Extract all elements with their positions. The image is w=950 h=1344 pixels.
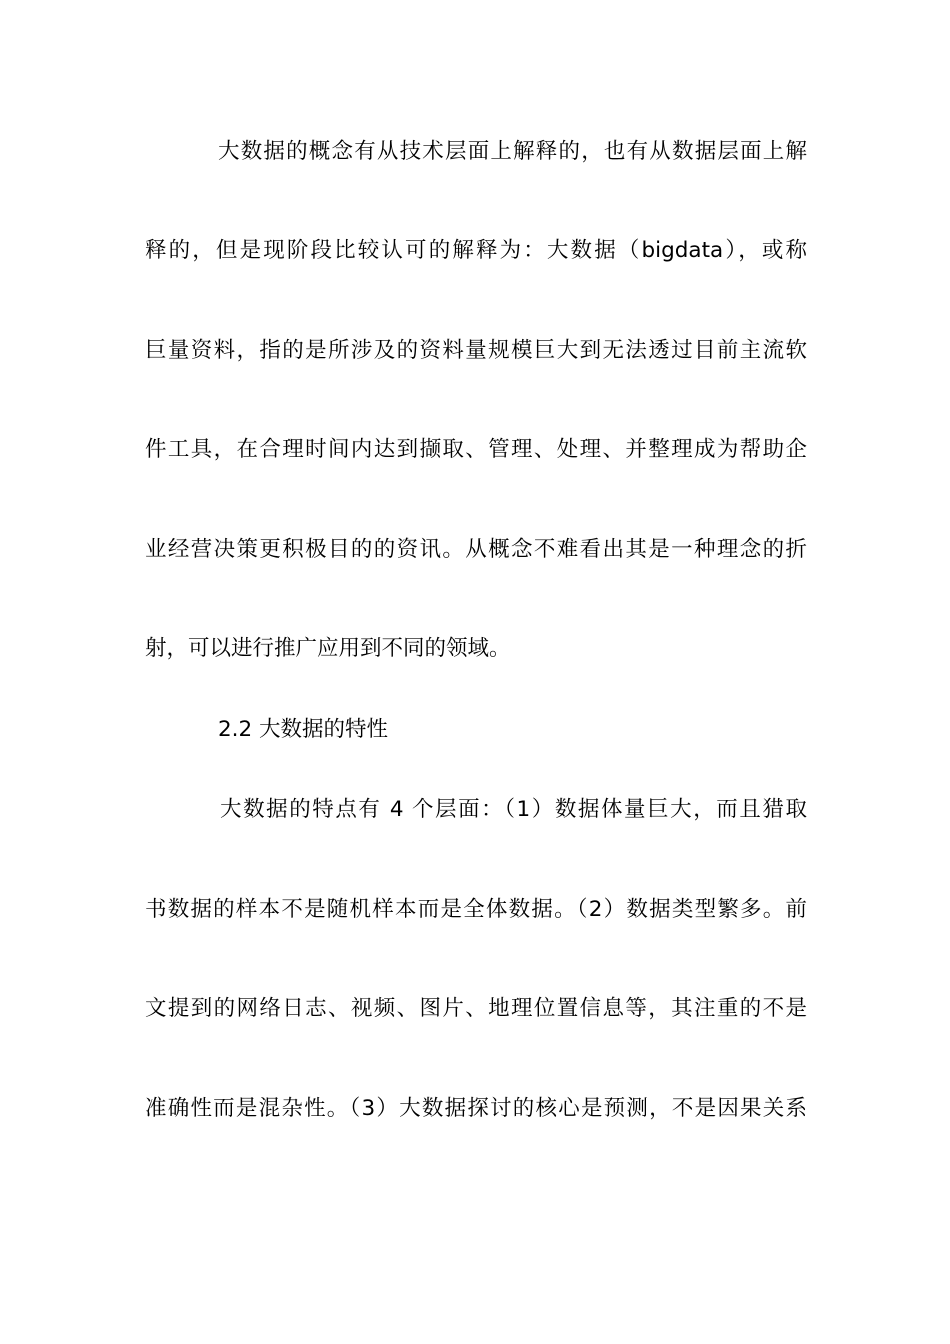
paragraph2-line-4: 准确性而是混杂性。（3）大数据探讨的核心是预测，不是因果关系 (145, 1096, 807, 1121)
paragraph1-line-2: 释的，但是现阶段比较认可的解释为：大数据（bigdata），或称 (145, 238, 807, 263)
paragraph1-line-5: 业经营决策更积极目的的资讯。从概念不难看出其是一种理念的折 (145, 537, 807, 562)
paragraph2-line-2: 书数据的样本不是随机样本而是全体数据。（2）数据类型繁多。前 (145, 897, 807, 922)
paragraph1-line-3: 巨量资料，指的是所涉及的资料量规模巨大到无法透过目前主流软 (145, 338, 807, 363)
paragraph2-line-3: 文提到的网络日志、视频、图片、地理位置信息等，其注重的不是 (145, 996, 807, 1021)
paragraph2-line-1: 大数据的特点有 4 个层面：（1）数据体量巨大，而且猎取 (220, 797, 807, 822)
paragraph1-line-4: 件工具，在合理时间内达到撷取、管理、处理、并整理成为帮助企 (145, 437, 807, 462)
section-heading: 2.2 大数据的特性 (218, 717, 389, 742)
paragraph1-line-1: 大数据的概念有从技术层面上解释的，也有从数据层面上解 (218, 139, 807, 164)
paragraph1-line-6: 射，可以进行推广应用到不同的领域。 (145, 636, 511, 661)
